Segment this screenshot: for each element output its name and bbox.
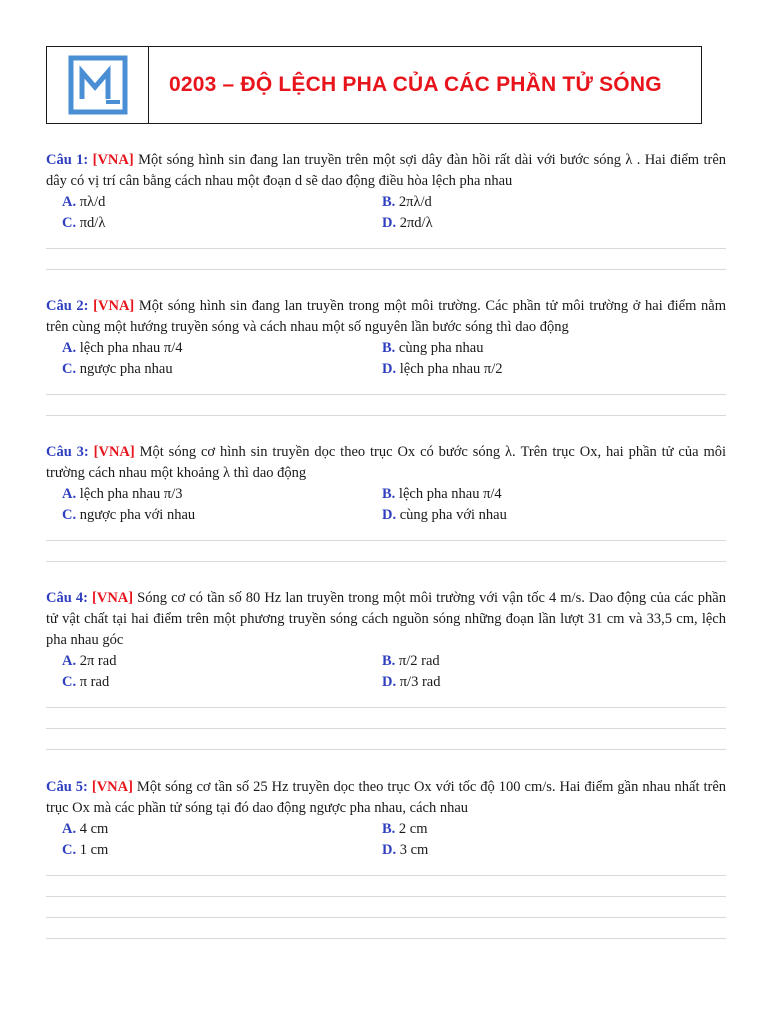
- question-text: [46, 588, 726, 651]
- option-text: πλ/d: [79, 194, 106, 210]
- answer-option: [382, 484, 712, 505]
- question-tag: [VNA]: [92, 152, 134, 168]
- answer-lines: [46, 394, 726, 416]
- question-2: [46, 296, 726, 436]
- page-title: 0203 – ĐỘ LỆCH PHA CỦA CÁC PHẦN TỬ SÓNG: [169, 73, 662, 96]
- question-tag: [VNA]: [92, 590, 134, 606]
- question-tag: [VNA]: [93, 444, 135, 460]
- option-letter: A.: [62, 340, 77, 356]
- question-body: Sóng cơ có tần số 80 Hz lan truyền trong một môi trường với vận tốc 4 m/s. Dao động của các phần tử vật chất tại hai điểm trên một phương truyền sóng cách nguồn sóng những đoạn lần lượt 31 cm và 33,5 cm, lệch pha nhau góc: [46, 590, 726, 648]
- m-logo-icon: [68, 55, 128, 115]
- question-label: Câu 4:: [46, 590, 88, 606]
- question-text: [46, 442, 726, 484]
- question-3: [46, 442, 726, 582]
- answer-option: [62, 672, 382, 693]
- answer-option: [382, 213, 712, 234]
- option-text: 4 cm: [79, 821, 109, 837]
- option-text: 2π rad: [79, 653, 117, 669]
- answer-option: [62, 651, 382, 672]
- option-letter: A.: [62, 194, 77, 210]
- option-text: lệch pha nhau π/4: [398, 486, 502, 502]
- option-text: π/3 rad: [399, 674, 441, 690]
- answer-rule: [46, 248, 726, 249]
- option-letter: C.: [62, 215, 77, 231]
- answer-options: [62, 338, 726, 380]
- answer-rule: [46, 269, 726, 270]
- answer-option: [62, 338, 382, 359]
- option-text: cùng pha nhau: [398, 340, 484, 356]
- option-letter: C.: [62, 674, 77, 690]
- answer-option: [62, 484, 382, 505]
- option-letter: D.: [382, 361, 397, 377]
- question-text: [46, 296, 726, 338]
- question-body: Một sóng hình sin đang lan truyền trên một sợi dây đàn hồi rất dài với bước sóng λ . Hai điểm trên dây có vị trí cân bằng cách nhau một đoạn d sẽ dao động điều hòa lệch pha nhau: [46, 152, 727, 189]
- answer-option: [382, 192, 712, 213]
- option-text: lệch pha nhau π/3: [79, 486, 183, 502]
- answer-option: [382, 505, 712, 526]
- answer-rule: [46, 707, 726, 708]
- answer-option: [62, 840, 382, 861]
- option-text: 2πd/λ: [399, 215, 433, 231]
- answer-lines: [46, 540, 726, 562]
- question-body: Một sóng cơ tần số 25 Hz truyền dọc theo trục Ox với tốc độ 100 cm/s. Hai điểm gần nhau nhất trên trục Ox mà các phần tử sóng tại đó dao động ngược pha nhau, cách nhau: [46, 779, 727, 816]
- option-letter: C.: [62, 842, 77, 858]
- answer-options: [62, 651, 726, 693]
- option-letter: B.: [382, 821, 396, 837]
- question-body: Một sóng cơ hình sin truyền dọc theo trục Ox có bước sóng λ. Trên trục Ox, hai phần tử của môi trường cách nhau một khoảng λ thì dao động: [46, 444, 726, 481]
- question-label: Câu 5:: [46, 779, 88, 795]
- answer-option: [62, 505, 382, 526]
- option-letter: B.: [382, 486, 396, 502]
- answer-option: [382, 819, 712, 840]
- question-body: Một sóng hình sin đang lan truyền trong một môi trường. Các phần tử môi trường ở hai điểm nằm trên cùng một hướng truyền sóng và cách nhau một số nguyên lần bước sóng thì dao động: [46, 298, 726, 335]
- answer-option: [382, 672, 712, 693]
- option-text: 2 cm: [398, 821, 428, 837]
- answer-lines: [46, 248, 726, 270]
- option-text: ngược pha nhau: [79, 361, 173, 377]
- option-text: 1 cm: [79, 842, 109, 858]
- option-letter: B.: [382, 653, 396, 669]
- question-label: Câu 1:: [46, 152, 89, 168]
- option-text: cùng pha với nhau: [399, 507, 507, 523]
- question-1: [46, 150, 726, 290]
- question-label: Câu 3:: [46, 444, 89, 460]
- answer-rule: [46, 394, 726, 395]
- option-letter: C.: [62, 507, 77, 523]
- question-text: [46, 150, 726, 192]
- question-text: [46, 777, 726, 819]
- answer-options: [62, 484, 726, 526]
- option-text: π/2 rad: [398, 653, 440, 669]
- option-letter: D.: [382, 215, 397, 231]
- option-text: ngược pha với nhau: [79, 507, 196, 523]
- question-tag: [VNA]: [91, 779, 133, 795]
- option-letter: D.: [382, 507, 397, 523]
- option-letter: A.: [62, 821, 77, 837]
- question-tag: [VNA]: [93, 298, 135, 314]
- answer-rule: [46, 896, 726, 897]
- answer-lines: [46, 875, 726, 939]
- answer-rule: [46, 728, 726, 729]
- option-text: π rad: [79, 674, 110, 690]
- answer-rule: [46, 917, 726, 918]
- logo-cell: [47, 47, 149, 123]
- question-label: Câu 2:: [46, 298, 89, 314]
- answer-options: [62, 819, 726, 861]
- answer-rule: [46, 938, 726, 939]
- question-5: [46, 777, 726, 959]
- answer-rule: [46, 875, 726, 876]
- answer-options: [62, 192, 726, 234]
- option-text: 3 cm: [399, 842, 429, 858]
- option-letter: B.: [382, 194, 396, 210]
- option-letter: B.: [382, 340, 396, 356]
- answer-option: [382, 338, 712, 359]
- answer-option: [62, 359, 382, 380]
- option-text: πd/λ: [79, 215, 106, 231]
- answer-rule: [46, 415, 726, 416]
- answer-lines: [46, 707, 726, 750]
- answer-option: [62, 213, 382, 234]
- option-letter: D.: [382, 842, 397, 858]
- option-letter: D.: [382, 674, 397, 690]
- answer-rule: [46, 749, 726, 750]
- option-text: lệch pha nhau π/4: [79, 340, 183, 356]
- answer-option: [62, 819, 382, 840]
- answer-rule: [46, 561, 726, 562]
- option-text: 2πλ/d: [398, 194, 432, 210]
- answer-option: [62, 192, 382, 213]
- answer-option: [382, 359, 712, 380]
- answer-option: [382, 840, 712, 861]
- option-letter: C.: [62, 361, 77, 377]
- option-text: lệch pha nhau π/2: [399, 361, 503, 377]
- question-4: [46, 588, 726, 770]
- answer-rule: [46, 540, 726, 541]
- option-letter: A.: [62, 486, 77, 502]
- option-letter: A.: [62, 653, 77, 669]
- header-box: [46, 46, 702, 124]
- answer-option: [382, 651, 712, 672]
